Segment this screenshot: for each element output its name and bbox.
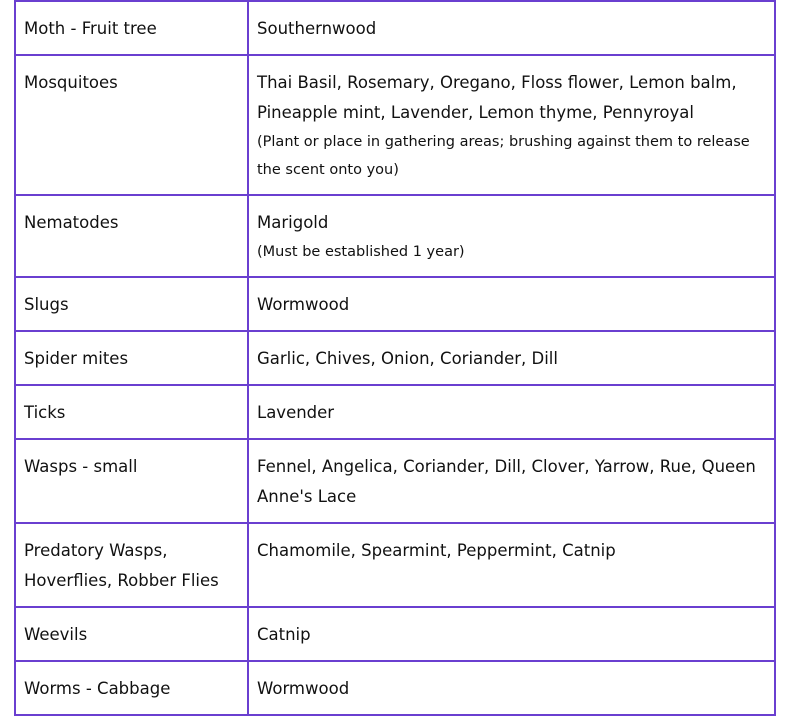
pest-companion-table — [14, 0, 776, 716]
plant-cell — [248, 661, 775, 715]
pest-name: Wasps - small — [15, 439, 248, 523]
pest-name: Mosquitoes — [15, 55, 248, 195]
table-row — [15, 1, 775, 55]
plant-list: Marigold — [257, 213, 329, 232]
plant-cell — [248, 607, 775, 661]
table-row — [15, 439, 775, 523]
pest-name: Spider mites — [15, 331, 248, 385]
plant-cell — [248, 277, 775, 331]
plant-list: Lavender — [257, 403, 335, 422]
table-row — [15, 523, 775, 607]
pest-name: Nematodes — [15, 195, 248, 277]
plant-cell — [248, 195, 775, 277]
table-row — [15, 331, 775, 385]
plant-cell — [248, 439, 775, 523]
pest-name: Weevils — [15, 607, 248, 661]
plant-list: Thai Basil, Rosemary, Oregano, Floss flower, Lemon balm, Pineapple mint, Lavender, Lemon thyme, Pennyroyal — [257, 73, 737, 122]
plant-list: Wormwood — [257, 295, 350, 314]
pest-name: Worms - Cabbage — [15, 661, 248, 715]
pest-name: Ticks — [15, 385, 248, 439]
table-row — [15, 385, 775, 439]
plant-cell — [248, 331, 775, 385]
plant-cell — [248, 55, 775, 195]
plant-list: Fennel, Angelica, Coriander, Dill, Clover, Yarrow, Rue, Queen Anne's Lace — [257, 457, 756, 506]
plant-cell — [248, 385, 775, 439]
plant-list: Catnip — [257, 625, 311, 644]
pest-name: Predatory Wasps, Hoverflies, Robber Flies — [15, 523, 248, 607]
plant-cell — [248, 523, 775, 607]
plant-cell — [248, 1, 775, 55]
table-row — [15, 277, 775, 331]
plant-list: Garlic, Chives, Onion, Coriander, Dill — [257, 349, 558, 368]
table-row — [15, 661, 775, 715]
pest-name: Moth - Fruit tree — [15, 1, 248, 55]
table-row — [15, 607, 775, 661]
plant-list: Southernwood — [257, 19, 377, 38]
table-row — [15, 55, 775, 195]
table-body — [15, 1, 775, 715]
plant-list: Wormwood — [257, 679, 350, 698]
plant-list: Chamomile, Spearmint, Peppermint, Catnip — [257, 541, 616, 560]
plant-note: (Plant or place in gathering areas; brushing against them to release the scent onto you) — [257, 134, 750, 178]
pest-name: Slugs — [15, 277, 248, 331]
table-row — [15, 195, 775, 277]
plant-note: (Must be established 1 year) — [257, 244, 465, 260]
